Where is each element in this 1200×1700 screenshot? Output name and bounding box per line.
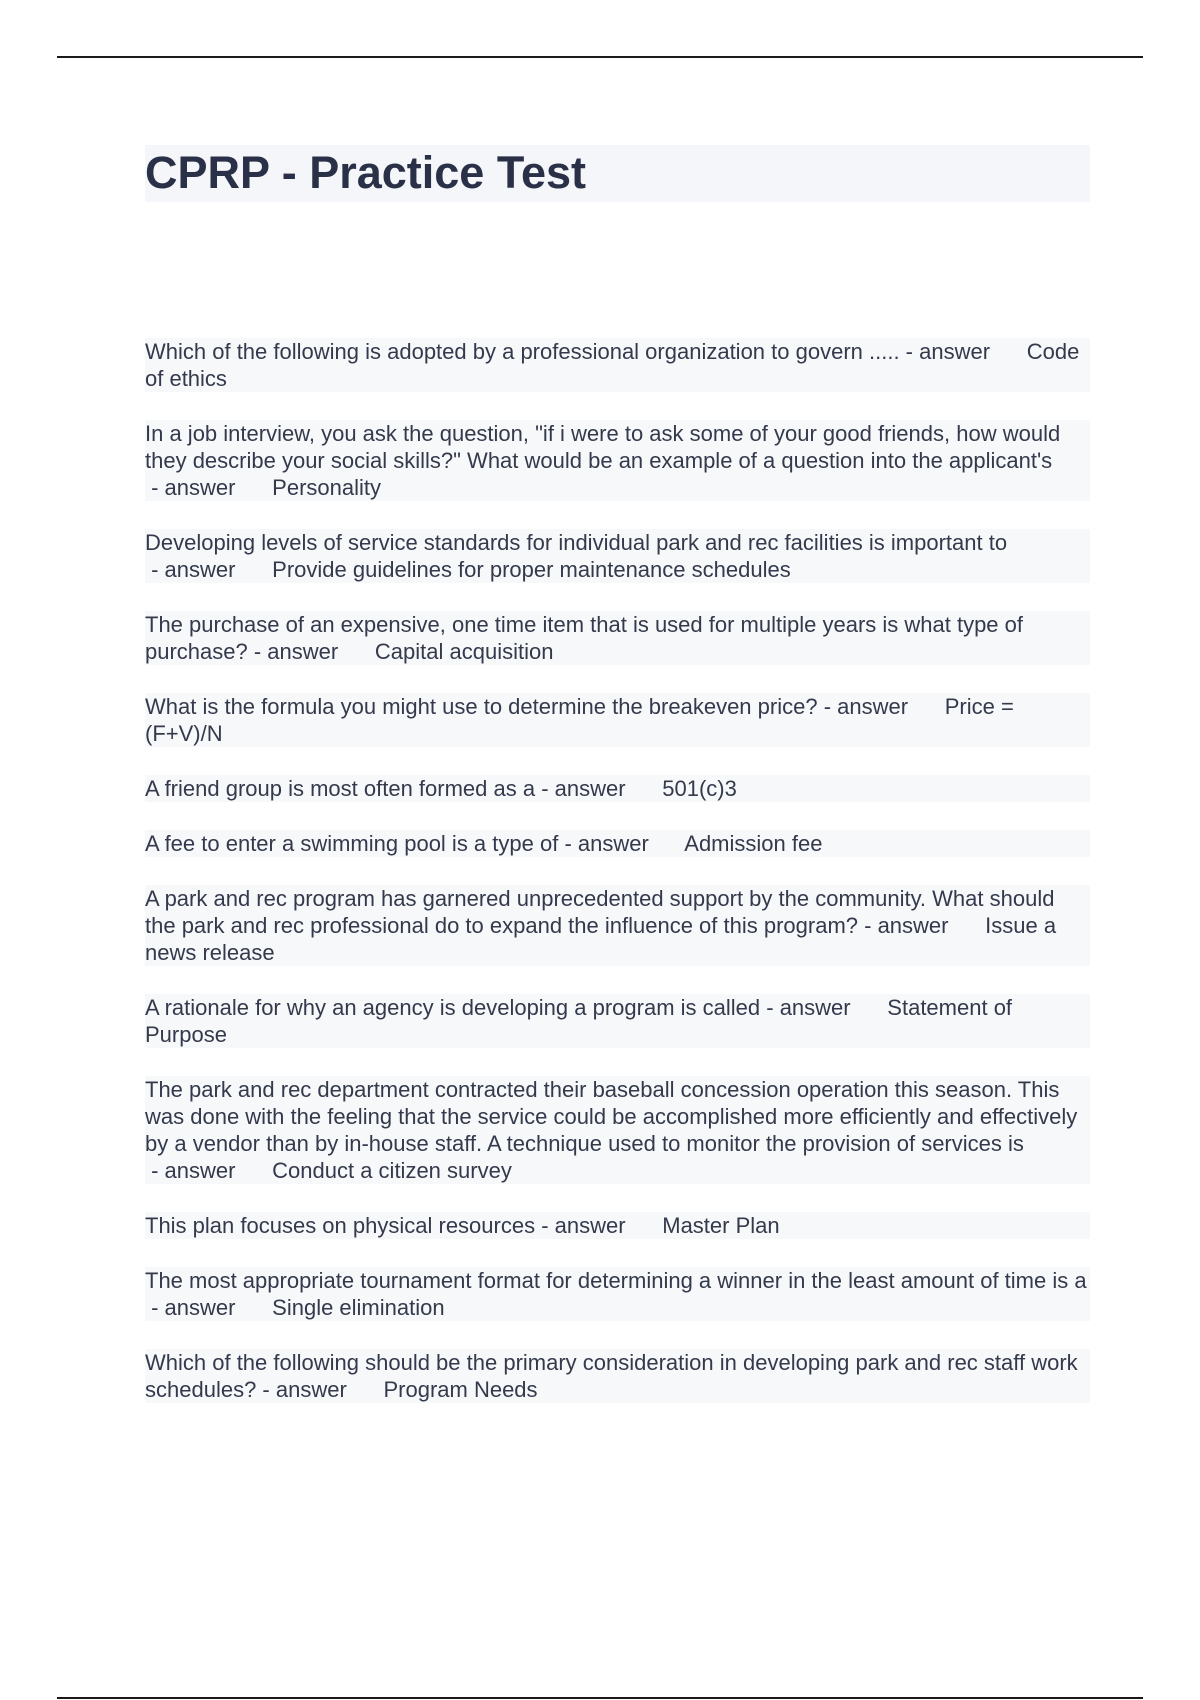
answer-text: Master Plan — [662, 1213, 780, 1238]
answer-text: Provide guidelines for proper maintenance schedules — [272, 557, 791, 582]
answer-text: Issue a news release — [145, 913, 1057, 965]
answer-text: Personality — [272, 475, 381, 500]
answer-separator: - answer — [145, 1158, 273, 1183]
qa-list — [145, 338, 1090, 1431]
question-text: Developing levels of service standards for individual park and rec facilities is important to — [145, 530, 1008, 555]
question-text: In a job interview, you ask the question, "if i were to ask some of your good friends, how would they describe your social skills?" What would be an example of a question into the applicant's — [145, 421, 1061, 473]
answer-text: Program Needs — [383, 1377, 538, 1402]
answer-separator: - answer — [535, 1213, 663, 1238]
answer-text: Admission fee — [684, 831, 823, 856]
bottom-rule — [57, 1697, 1143, 1699]
answer-text: Price = (F+V)/N — [145, 694, 1014, 746]
question-text: The most appropriate tournament format for determining a winner in the least amount of time is a — [145, 1268, 1087, 1293]
answer-text: Capital acquisition — [374, 639, 554, 664]
qa-item — [145, 420, 1090, 501]
answer-separator: - answer — [858, 913, 986, 938]
question-text: The purchase of an expensive, one time item that is used for multiple years is what type of purchase? — [145, 612, 1024, 664]
question-text: Which of the following should be the primary consideration in developing park and rec staff work schedules? — [145, 1350, 1078, 1402]
top-rule — [57, 56, 1143, 58]
question-text: This plan focuses on physical resources — [145, 1213, 536, 1238]
answer-text: 501(c)3 — [662, 776, 737, 801]
page-title: CPRP - Practice Test — [145, 147, 587, 198]
answer-separator: - answer — [760, 995, 888, 1020]
answer-text: Statement of Purpose — [145, 995, 1013, 1047]
answer-separator: - answer — [256, 1377, 384, 1402]
answer-separator: - answer — [558, 831, 685, 856]
qa-item — [145, 994, 1090, 1048]
question-text: A park and rec program has garnered unprecedented support by the community. What should the park and rec professional do to expand the influence of this program? — [145, 886, 1055, 938]
qa-item — [145, 529, 1090, 583]
answer-text: Conduct a citizen survey — [272, 1158, 512, 1183]
answer-separator: - answer — [817, 694, 945, 719]
qa-item — [145, 775, 1090, 802]
answer-separator: - answer — [535, 776, 663, 801]
answer-text: Single elimination — [272, 1295, 445, 1320]
qa-item — [145, 1076, 1090, 1184]
qa-item — [145, 611, 1090, 665]
answer-separator: - answer — [899, 339, 1027, 364]
qa-item — [145, 338, 1090, 392]
qa-item — [145, 885, 1090, 966]
qa-item — [145, 1212, 1090, 1239]
qa-item — [145, 693, 1090, 747]
question-text: A rationale for why an agency is developing a program is called — [145, 995, 761, 1020]
answer-separator: - answer — [145, 475, 273, 500]
answer-separator: - answer — [247, 639, 375, 664]
question-text: A friend group is most often formed as a — [145, 776, 536, 801]
question-text: Which of the following is adopted by a professional organization to govern ..... — [145, 339, 900, 364]
qa-item — [145, 1349, 1090, 1403]
question-text: What is the formula you might use to determine the breakeven price? — [145, 694, 818, 719]
question-text: The park and rec department contracted their baseball concession operation this season. This was done with the feeling that the service could be accomplished more efficiently and effectively by a vendor than by in-house staff. A technique used to monitor the provision of services is — [145, 1077, 1078, 1156]
answer-text: Code of ethics — [145, 339, 1080, 391]
answer-separator: - answer — [145, 557, 273, 582]
qa-item — [145, 1267, 1090, 1321]
question-text: A fee to enter a swimming pool is a type of — [145, 831, 559, 856]
qa-item — [145, 830, 1090, 857]
answer-separator: - answer — [145, 1295, 273, 1320]
